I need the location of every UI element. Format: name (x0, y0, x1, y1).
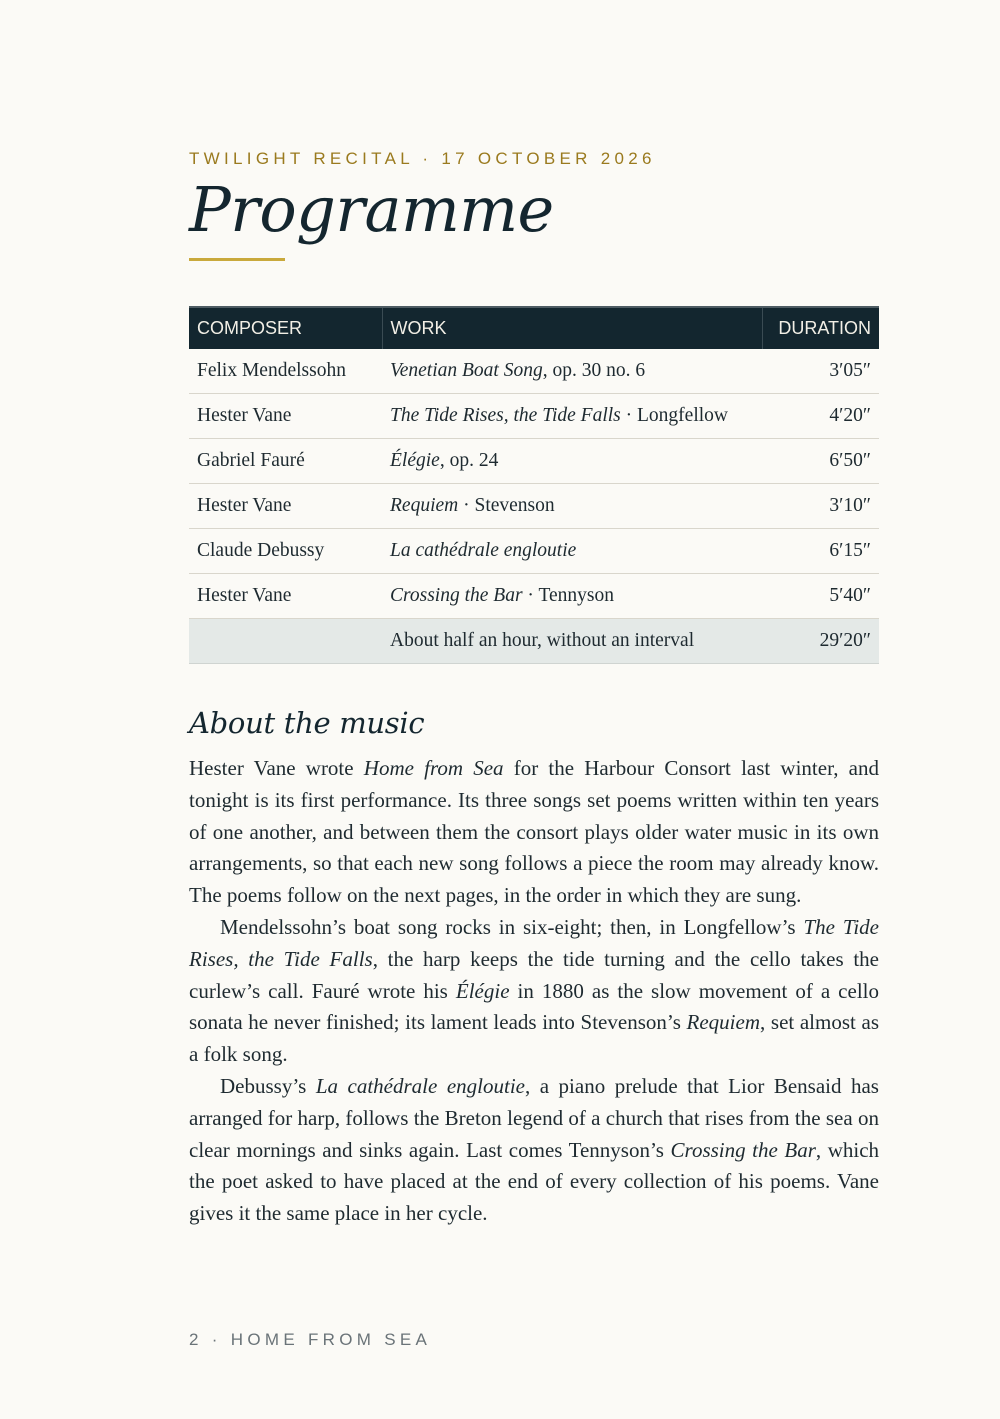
italic-title-run: Élégie (455, 978, 510, 1003)
text-run: , set almost as a folk song. (189, 1010, 879, 1067)
duration-cell: 5′40″ (762, 574, 879, 619)
text-run: Hester Vane wrote (189, 756, 364, 780)
header-composer: COMPOSER (189, 307, 382, 349)
work-cell (382, 574, 762, 619)
duration-cell: 3′10″ (762, 484, 879, 529)
text-run: , which the poet asked to have placed at the end of every collection of his poems. Vane gives it the same place in her cycle. (189, 1137, 880, 1226)
table-row (189, 574, 879, 619)
about-text (189, 753, 879, 1230)
table-row (189, 439, 879, 484)
about-paragraph (189, 753, 879, 912)
work-title: Venetian Boat Song (390, 360, 543, 381)
table-row (189, 529, 879, 574)
work-title: Requiem (390, 495, 459, 516)
work-detail: · Tennyson (522, 585, 614, 606)
page-folio: 2 · HOME FROM SEA (189, 1330, 432, 1349)
table-row (189, 349, 879, 394)
composer-cell: Gabriel Fauré (189, 439, 382, 484)
work-detail: · Longfellow (620, 405, 728, 426)
header-duration: DURATION (762, 307, 879, 349)
work-title: La cathédrale engloutie (390, 540, 577, 561)
work-title: Élégie (390, 450, 440, 471)
italic-title-run: The Tide Rises, the Tide Falls (189, 914, 879, 971)
italic-title-run: Home from Sea (363, 756, 504, 780)
italic-title-run: La cathédrale engloutie (315, 1073, 525, 1098)
header-work: WORK (382, 307, 762, 349)
page-title: Programme (189, 173, 554, 246)
table-row (189, 394, 879, 439)
work-title: Crossing the Bar (390, 585, 523, 606)
programme-table (189, 306, 879, 664)
text-run: Mendelssohn’s boat song rocks in six-eight; then, in Longfellow’s (220, 914, 804, 939)
total-duration: 29′20″ (762, 619, 879, 664)
duration-cell: 6′15″ (762, 529, 879, 574)
italic-title-run: Crossing the Bar (670, 1137, 816, 1162)
text-run: in 1880 as the slow movement of a cello sonata he never finished; its lament leads into Stevenson’s (189, 978, 879, 1035)
duration-cell: 4′20″ (762, 394, 879, 439)
table-row (189, 484, 879, 529)
work-cell (382, 394, 762, 439)
work-detail: , op. 24 (439, 450, 499, 471)
text-run: , the harp keeps the tide turning and the cello takes the curlew’s call. Fauré wrote his (189, 946, 879, 1003)
total-empty-cell (189, 619, 382, 664)
duration-cell: 3′05″ (762, 349, 879, 394)
title-rule (189, 258, 285, 261)
recital-kicker: TWILIGHT RECITAL · 17 OCTOBER 2026 (189, 149, 656, 168)
duration-cell: 6′50″ (762, 439, 879, 484)
work-title: The Tide Rises, the Tide Falls (390, 405, 621, 426)
composer-cell: Hester Vane (189, 484, 382, 529)
work-detail: , op. 30 no. 6 (542, 360, 646, 381)
work-cell (382, 439, 762, 484)
work-cell (382, 349, 762, 394)
composer-cell: Claude Debussy (189, 529, 382, 574)
text-run: Debussy’s (220, 1073, 316, 1098)
work-cell (382, 529, 762, 574)
about-paragraph (189, 912, 879, 1071)
text-run: , a piano prelude that Lior Bensaid has arranged for harp, follows the Breton legend of a church that rises from the sea on clear mornings and sinks again. Last comes Tennyson’s (189, 1073, 879, 1162)
composer-cell: Hester Vane (189, 574, 382, 619)
about-heading: About the music (189, 706, 425, 740)
total-note: About half an hour, without an interval (382, 619, 762, 664)
work-cell (382, 484, 762, 529)
table-header-row (189, 307, 879, 349)
italic-title-run: Requiem (686, 1010, 760, 1035)
about-paragraph (189, 1071, 879, 1230)
work-detail: · Stevenson (458, 495, 555, 516)
composer-cell: Hester Vane (189, 394, 382, 439)
composer-cell: Felix Mendelssohn (189, 349, 382, 394)
total-row (189, 619, 879, 664)
text-run: for the Harbour Consort last winter, and tonight is its first performance. Its three songs set poems written within ten years of one another, and between them the consort plays older water music in its own arrangements, so that each new song follows a piece the room may already know. The poems follow on the next pages, in the order in which they are sung. (189, 756, 879, 908)
